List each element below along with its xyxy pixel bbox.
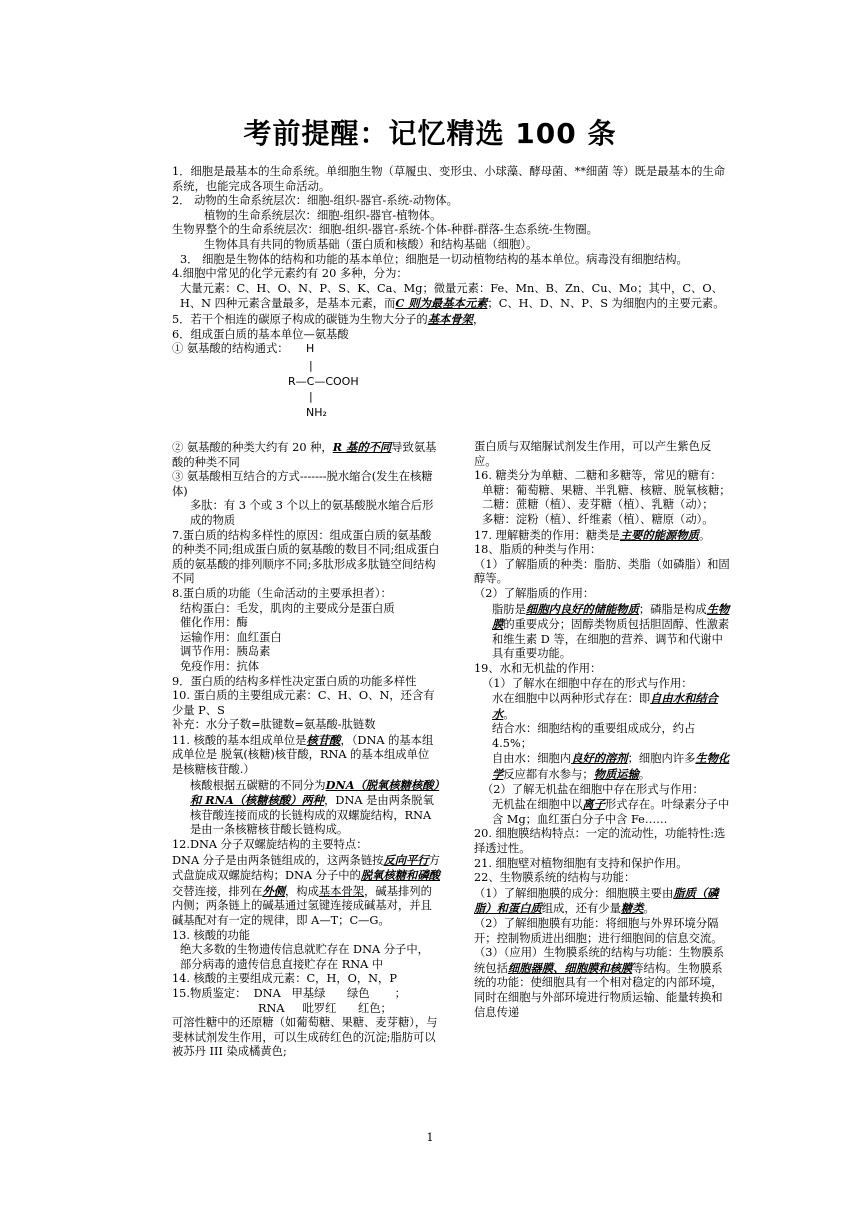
left-item: 11. 核酸的基本组成单位是核苷酸，（DNA 的基本组成单位是 脱氧(核糖)核苷酸，RNA 的基本组成单位是核糖核苷酸.） <box>172 732 434 777</box>
right-item: 16. 糖类分为单糖、二糖和多糖等，常见的糖有： <box>474 469 722 483</box>
right-item: 水在细胞中以两种形式存在：即自由水和结合水。 <box>492 691 718 721</box>
key-term: C 则为最基本元素 <box>395 296 488 311</box>
paragraph-6: 6．组成蛋白质的基本单位—氨基酸 <box>172 327 349 341</box>
formula-main: R—C—COOH <box>288 374 359 388</box>
key-term: 基本骨架 <box>427 311 473 326</box>
right-item: （2）了解脂质的作用： <box>474 586 595 600</box>
left-item: 10. 蛋白质的主要组成元素：C、H、O、N，还含有少量 P、S <box>172 689 435 717</box>
left-item: 核酸根据五碳糖的不同分为DNA（脱氧核糖核酸）和 RNA（核糖核酸）两种，DNA 是由两条脱氧核苷酸连接而成的长链构成的双螺旋结构，RNA 是由一条核糖核苷酸长链构成。 <box>190 777 440 837</box>
key-term: 离子 <box>582 797 605 812</box>
left-item: 调节作用：胰岛素 <box>180 645 271 659</box>
paragraph-3: 3． 细胞是生物体的结构和功能的基本单位；细胞是一切动植物结构的基本单位。病毒没有细胞结构。 <box>180 252 688 266</box>
left-item: ③ 氨基酸相互结合的方式-------脱水缩合(发生在核糖体) <box>172 470 433 498</box>
key-term: 生物化学 <box>492 751 730 782</box>
paragraph-2c: 生物界整个的生命系统层次：细胞-组织-器官-系统-个体-种群-群落-生态系统-生物圈。 <box>172 223 598 237</box>
key-term: 主要的能源物质 <box>619 527 699 542</box>
paragraph-4b: 大量元素：C、H、O、N、P、S、K、Ca、Mg；微量元素：Fe、Mn、B、Zn、Cu、Mo；其中，C、O、H、N 四种元素含量最多，是基本元素，而C 则为最基本元素；C、H、D、N、P、S 为细胞内的主要元素。 <box>180 281 725 311</box>
left-item: 多肽：有 3 个或 3 个以上的氨基酸脱水缩合后形成的物质 <box>190 499 434 527</box>
right-item: 单糖：葡萄糖、果糖、半乳糖、核糖、脱氧核糖； <box>482 483 731 497</box>
intro-section <box>172 165 732 425</box>
left-item: 15.物质鉴定： DNA 甲基绿 绿色 ； <box>172 986 406 1000</box>
right-item: （2）了解无机盐在细胞中存在形式与作用： <box>482 782 704 796</box>
paragraph-6a: ① 氨基酸的结构通式： <box>172 342 289 356</box>
key-term: 核苷酸 <box>306 732 341 747</box>
left-item: 补充：水分子数=肽键数=氨基酸-肽链数 <box>172 718 376 732</box>
right-item: 蛋白质与双缩脲试剂发生作用，可以产生紫色反应。 <box>474 440 712 468</box>
underlined-term: 基本骨架 <box>318 884 365 898</box>
right-item: 19、水和无机盐的作用： <box>474 661 602 675</box>
paragraph-1: 1．细胞是最基本的生命系统。单细胞生物（草履虫、变形虫、小球藻、酵母菌、**细菌 等）既是最基本的生命系统，也能完成各项生命活动。 <box>172 165 726 193</box>
left-item: 运输作用：血红蛋白 <box>180 630 282 644</box>
right-item: 脂肪是细胞内良好的储能物质；磷脂是构成生物膜的重要成分；固醇类物质包括胆固醇、性激素和维生素 D 等，在细胞的营养、调节和代谢中具有重要功能。 <box>492 601 730 661</box>
key-term: R 基的不同 <box>332 440 392 454</box>
right-item: 无机盐在细胞中以离子形式存在。叶绿素分子中含 Mg；血红蛋白分子中含 Fe…… <box>492 797 730 826</box>
left-item: 12.DNA 分子双螺旋结构的主要特点： <box>172 838 368 852</box>
left-item: 可溶性糖中的还原糖（如葡萄糖、果糖、麦芽糖），与斐林试剂发生作用，可以生成砖红色的沉淀;脂肪可以被苏丹 III 染成橘黄色; <box>172 1016 438 1059</box>
key-term: DNA（脱氧核糖核酸）和 RNA（核糖核酸）两种 <box>190 777 440 808</box>
key-term: 细胞内良好的储能物质 <box>525 601 639 616</box>
right-item: （1）了解水在细胞中存在的形式与作用： <box>482 676 693 690</box>
left-item: 13. 核酸的功能 <box>172 928 251 942</box>
key-term: 外侧 <box>262 883 285 898</box>
key-term: 脂质（磷脂）和蛋白质 <box>474 885 719 916</box>
left-item: 结构蛋白：毛发，肌肉的主要成分是蛋白质 <box>180 601 395 615</box>
right-item: 21. 细胞壁对植物细胞有支持和保护作用。 <box>474 856 688 870</box>
left-item: DNA 分子是由两条链组成的，这两条链按反向平行方式盘旋成双螺旋结构；DNA 分子中的脱氧核糖和磷酸交替连接，排列在外侧，构成基本骨架，碱基排列的内侧；两条链上的碱基通过氢键连接成碱基对，并且碱基配对有一定的规律，即 A—T；C—G。 <box>172 852 440 927</box>
right-column <box>474 440 732 1020</box>
right-item: 22、生物膜系统的结构与功能： <box>474 871 636 885</box>
key-term: 自由水和结合水 <box>492 691 718 721</box>
right-item: （3）（应用）生物膜系统的结构与功能：生物膜系统包括细胞器膜、细胞膜和核膜等结构。生物膜系统的功能：使细胞具有一个相对稳定的内部环境，同时在细胞与外部环境进行物质运输、能量转换和信息传递 <box>474 946 725 1019</box>
paragraph-2d: 生物体具有共同的物质基础（蛋白质和核酸）和结构基础（细胞）。 <box>204 237 538 251</box>
right-item: （2）了解细胞膜有功能：将细胞与外界环境分隔开；控制物质进出细胞；进行细胞间的信息交流。 <box>474 917 723 945</box>
formula-nh2: NH₂ <box>306 405 327 419</box>
paragraph-4: 4.细胞中常见的化学元素约有 20 多种，分为： <box>172 267 408 281</box>
key-term: 糖类 <box>620 901 644 916</box>
key-term: 良好的溶剂 <box>571 751 628 766</box>
key-term: 物质运输 <box>593 767 639 782</box>
right-item: 结合水：细胞结构的重要组成成分，约占 4.5%； <box>492 722 696 750</box>
formula-bond-top: | <box>309 358 313 372</box>
left-item: 9．蛋白质的结构多样性决定蛋白质的功能多样性 <box>172 674 417 688</box>
right-item: 多糖：淀粉（植）、纤维素（植）、糖原（动）。 <box>482 512 714 526</box>
right-item: 二糖：蔗糖（植）、麦芽糖（植）、乳糖（动）； <box>482 498 714 512</box>
key-term: 细胞器膜、细胞膜和核膜 <box>507 960 633 975</box>
paragraph-5: 5．若干个相连的碳原子构成的碳链为生物大分子的基本骨架， <box>172 311 485 326</box>
left-item: 催化作用：酶 <box>180 616 248 630</box>
left-item: 免疫作用：抗体 <box>180 659 260 673</box>
left-item: 绝大多数的生物遗传信息就贮存在 DNA 分子中，部分病毒的遗传信息直接贮存在 RNA 中 <box>180 943 429 971</box>
left-item: ② 氨基酸的种类大约有 20 种，R 基的不同导致氨基酸的种类不同 <box>172 440 437 469</box>
paragraph-2b: 植物的生命系统层次：细胞-组织-器官-植物体。 <box>204 208 442 222</box>
formula-h: H <box>306 341 315 355</box>
right-item: 17. 理解糖类的作用：糖类是主要的能源物质。 <box>474 527 711 542</box>
left-item: 14. 核酸的主要组成元素：C，H，O，N，P <box>172 972 397 986</box>
right-item: （1）了解细胞膜的成分：细胞膜主要由脂质（磷脂）和蛋白质组成，还有少量糖类。 <box>474 885 719 916</box>
right-item: 18、脂质的种类与作用： <box>474 543 602 557</box>
page-number: 1 <box>426 1131 434 1144</box>
left-item: 8.蛋白质的功能（生命活动的主要承担者）： <box>172 586 392 600</box>
right-item: 20. 细胞膜结构特点：一定的流动性，功能特性:选择透过性。 <box>474 827 726 856</box>
right-item: 自由水：细胞内良好的溶剂；细胞内许多生物化学反应都有水参与；物质运输。 <box>492 751 730 782</box>
formula-bond-bottom: | <box>309 389 313 403</box>
key-term: 脱氧核糖和磷酸 <box>360 868 440 883</box>
key-term: 反向平行 <box>383 852 429 867</box>
right-item: （1）了解脂质的种类：脂肪、类脂（如磷脂）和固醇等。 <box>474 557 730 586</box>
left-item: RNA 吡罗红 红色； <box>258 1001 392 1015</box>
left-column <box>172 440 440 1060</box>
left-item: 7.蛋白质的结构多样性的原因：组成蛋白质的氨基酸的种类不同;组成蛋白质的氨基酸的数目不同;组成蛋白质的氨基酸的排列顺序不同;多肽形成多肽链空间结构不同 <box>172 528 440 586</box>
paragraph-2a: 2． 动物的生命系统层次：细胞-组织-器官-系统-动物体。 <box>172 194 458 208</box>
key-term: 生物膜 <box>492 601 730 632</box>
page-title: 考前提醒：记忆精选 100 条 <box>243 117 617 150</box>
